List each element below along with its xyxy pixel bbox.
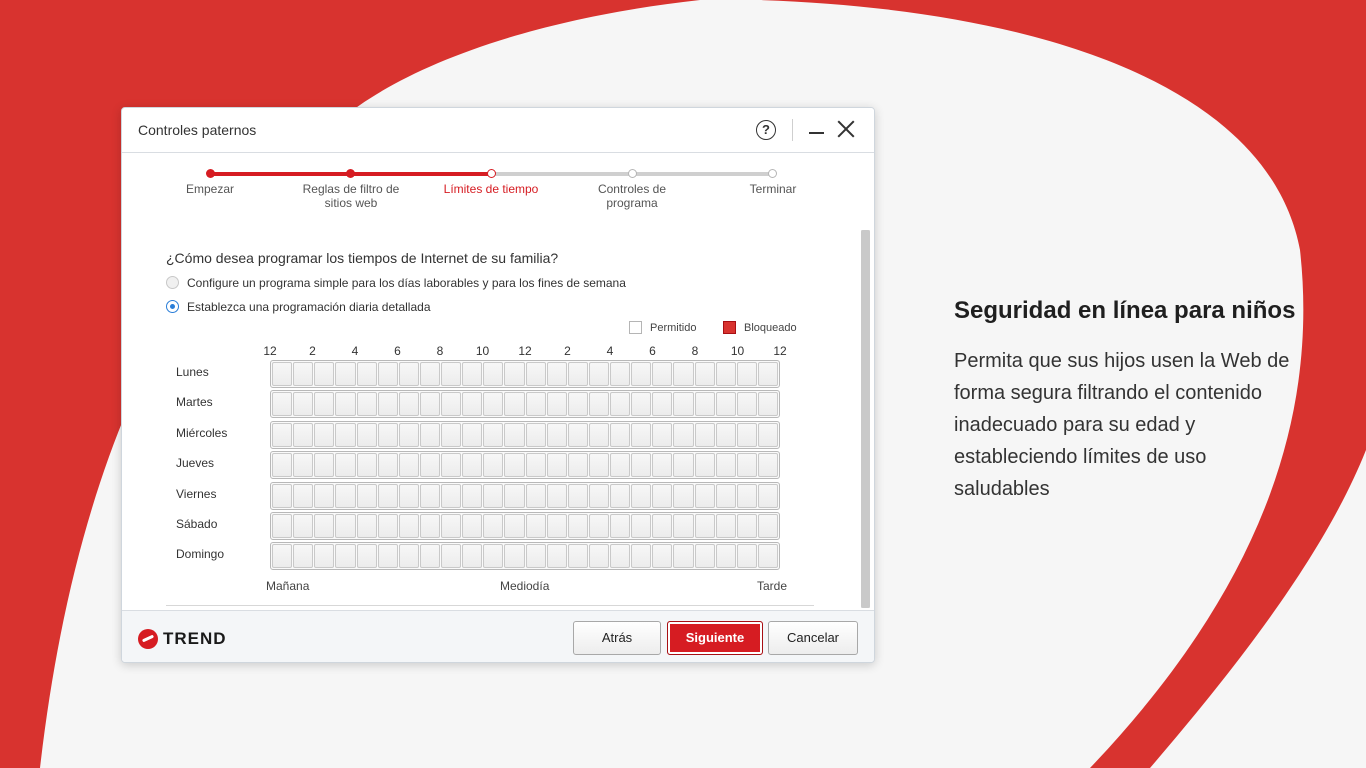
- hour-tick-label: 4: [351, 344, 359, 358]
- next-button[interactable]: Siguiente: [667, 621, 763, 655]
- time-slot-cell[interactable]: [272, 484, 292, 508]
- time-slot-cell[interactable]: [610, 544, 630, 568]
- time-slot-cell[interactable]: [652, 514, 672, 538]
- time-slot-cell[interactable]: [673, 362, 693, 386]
- time-slot-cell[interactable]: [483, 544, 503, 568]
- legend-blocked-swatch: [723, 321, 736, 334]
- legend-allowed-swatch: [629, 321, 642, 334]
- back-button[interactable]: Atrás: [573, 621, 661, 655]
- time-slot-cell[interactable]: [462, 514, 482, 538]
- time-slot-cell[interactable]: [631, 514, 651, 538]
- time-slot-cell[interactable]: [272, 362, 292, 386]
- time-slot-cell[interactable]: [483, 514, 503, 538]
- time-slot-cell[interactable]: [737, 423, 757, 447]
- step-label-controles: Controles de programa: [597, 182, 667, 210]
- step-label-empezar: Empezar: [185, 182, 235, 196]
- time-slot-cell[interactable]: [652, 484, 672, 508]
- schedule-row: [270, 421, 780, 449]
- time-slot-cell[interactable]: [589, 453, 609, 477]
- time-slot-cell[interactable]: [547, 362, 567, 386]
- time-slot-cell[interactable]: [631, 392, 651, 416]
- option-simple-label: Configure un programa simple para los días laborables y para los fines de semana: [187, 276, 626, 290]
- time-slot-cell[interactable]: [441, 392, 461, 416]
- time-slot-cell[interactable]: [716, 362, 736, 386]
- time-slot-cell[interactable]: [293, 362, 313, 386]
- hour-tick-label: 12: [773, 344, 787, 358]
- time-slot-cell[interactable]: [568, 423, 588, 447]
- trend-logo-text: TREND: [163, 629, 227, 648]
- time-slot-cell[interactable]: [737, 514, 757, 538]
- time-slot-cell[interactable]: [272, 423, 292, 447]
- time-slot-cell[interactable]: [631, 423, 651, 447]
- promo-body: Permita que sus hijos usen la Web de forma segura filtrando el contenido inadecuado para su edad y estableciendo límites de uso saludables: [954, 350, 1290, 500]
- time-slot-cell[interactable]: [504, 392, 524, 416]
- time-slot-cell[interactable]: [399, 453, 419, 477]
- hour-tick-label: 10: [730, 344, 745, 358]
- option-detailed-label: Establezca una programación diaria detallada: [187, 300, 431, 314]
- time-slot-cell[interactable]: [378, 544, 398, 568]
- schedule-row: [270, 542, 780, 570]
- time-slot-cell[interactable]: [568, 484, 588, 508]
- time-slot-cell[interactable]: [695, 362, 715, 386]
- time-slot-cell[interactable]: [526, 423, 546, 447]
- time-slot-cell[interactable]: [314, 453, 334, 477]
- time-slot-cell[interactable]: [695, 392, 715, 416]
- time-slot-cell[interactable]: [441, 423, 461, 447]
- time-slot-cell[interactable]: [716, 544, 736, 568]
- time-slot-cell[interactable]: [272, 453, 292, 477]
- time-slot-cell[interactable]: [589, 484, 609, 508]
- time-slot-cell[interactable]: [504, 484, 524, 508]
- time-slot-cell[interactable]: [293, 453, 313, 477]
- day-label: Viernes: [176, 486, 217, 501]
- time-slot-cell[interactable]: [758, 484, 778, 508]
- time-slot-cell[interactable]: [716, 453, 736, 477]
- schedule-row: [270, 512, 780, 540]
- time-slot-cell[interactable]: [589, 423, 609, 447]
- time-slot-cell[interactable]: [441, 453, 461, 477]
- time-slot-cell[interactable]: [547, 544, 567, 568]
- day-label: Martes: [176, 395, 213, 410]
- time-slot-cell[interactable]: [673, 453, 693, 477]
- hour-tick-label: 12: [263, 344, 277, 358]
- time-slot-cell[interactable]: [610, 362, 630, 386]
- time-slot-cell[interactable]: [462, 423, 482, 447]
- time-slot-cell[interactable]: [695, 514, 715, 538]
- time-slot-cell[interactable]: [357, 423, 377, 447]
- time-slot-cell[interactable]: [483, 392, 503, 416]
- title-bar: [122, 108, 874, 153]
- day-label: Domingo: [176, 547, 225, 562]
- window-title: Controles paternos: [138, 122, 257, 138]
- time-slot-cell[interactable]: [272, 514, 292, 538]
- time-slot-cell[interactable]: [589, 392, 609, 416]
- time-slot-cell[interactable]: [314, 362, 334, 386]
- time-slot-cell[interactable]: [420, 392, 440, 416]
- time-slot-cell[interactable]: [293, 392, 313, 416]
- time-slot-cell[interactable]: [589, 514, 609, 538]
- time-slot-cell[interactable]: [399, 392, 419, 416]
- hour-tick-label: 10: [475, 344, 490, 358]
- time-slot-cell[interactable]: [652, 362, 672, 386]
- time-slot-cell[interactable]: [504, 362, 524, 386]
- hour-tick-label: 12: [518, 344, 532, 358]
- time-slot-cell[interactable]: [293, 514, 313, 538]
- trend-ball-icon: [138, 629, 158, 649]
- time-slot-cell[interactable]: [695, 544, 715, 568]
- time-slot-cell[interactable]: [568, 514, 588, 538]
- time-slot-cell[interactable]: [673, 423, 693, 447]
- time-slot-cell[interactable]: [441, 362, 461, 386]
- time-slot-cell[interactable]: [335, 484, 355, 508]
- time-slot-cell[interactable]: [420, 484, 440, 508]
- time-slot-cell[interactable]: [399, 514, 419, 538]
- time-slot-cell[interactable]: [504, 544, 524, 568]
- time-slot-cell[interactable]: [314, 484, 334, 508]
- day-label: Lunes: [176, 365, 209, 379]
- schedule-row: [270, 451, 780, 479]
- step-label-limites: Límites de tiempo: [443, 182, 539, 196]
- time-slot-cell[interactable]: [716, 514, 736, 538]
- time-slot-cell[interactable]: [335, 362, 355, 386]
- time-slot-cell[interactable]: [504, 423, 524, 447]
- content-divider: [166, 605, 814, 606]
- time-slot-cell[interactable]: [610, 453, 630, 477]
- time-slot-cell[interactable]: [462, 484, 482, 508]
- time-slot-cell[interactable]: [547, 392, 567, 416]
- time-slot-cell[interactable]: [695, 484, 715, 508]
- hour-tick-label: 2: [564, 344, 571, 358]
- time-slot-cell[interactable]: [716, 392, 736, 416]
- time-slot-cell[interactable]: [673, 544, 693, 568]
- promo-title: Seguridad en línea para niños: [954, 297, 1296, 324]
- time-slot-cell[interactable]: [631, 362, 651, 386]
- time-slot-cell[interactable]: [716, 423, 736, 447]
- time-slot-cell[interactable]: [420, 514, 440, 538]
- time-slot-cell[interactable]: [610, 484, 630, 508]
- time-slot-cell[interactable]: [357, 484, 377, 508]
- day-label: Miércoles: [176, 425, 228, 440]
- schedule-row: [270, 360, 780, 388]
- time-slot-cell[interactable]: [631, 544, 651, 568]
- time-slot-cell[interactable]: [589, 362, 609, 386]
- time-slot-cell[interactable]: [272, 544, 292, 568]
- time-slot-cell[interactable]: [652, 453, 672, 477]
- time-slot-cell[interactable]: [441, 484, 461, 508]
- step-dot-limites: [487, 169, 496, 178]
- option-simple-schedule[interactable]: [166, 276, 626, 290]
- step-label-terminar: Terminar: [749, 182, 797, 196]
- time-slot-cell[interactable]: [631, 453, 651, 477]
- time-slot-cell[interactable]: [758, 423, 778, 447]
- time-slot-cell[interactable]: [357, 362, 377, 386]
- time-slot-cell[interactable]: [357, 514, 377, 538]
- schedule-question: ¿Cómo desea programar los tiempos de Internet de su familia?: [166, 250, 559, 266]
- time-slot-cell[interactable]: [547, 453, 567, 477]
- time-slot-cell[interactable]: [335, 392, 355, 416]
- time-slot-cell[interactable]: [420, 362, 440, 386]
- time-slot-cell[interactable]: [483, 423, 503, 447]
- time-slot-cell[interactable]: [526, 544, 546, 568]
- time-slot-cell[interactable]: [483, 453, 503, 477]
- time-slot-cell[interactable]: [568, 453, 588, 477]
- time-slot-cell[interactable]: [526, 362, 546, 386]
- time-slot-cell[interactable]: [547, 514, 567, 538]
- time-slot-cell[interactable]: [758, 362, 778, 386]
- time-slot-cell[interactable]: [695, 423, 715, 447]
- time-slot-cell[interactable]: [462, 362, 482, 386]
- close-icon[interactable]: [837, 120, 855, 138]
- time-slot-cell[interactable]: [378, 484, 398, 508]
- time-slot-cell[interactable]: [758, 544, 778, 568]
- time-slot-cell[interactable]: [737, 392, 757, 416]
- hour-tick-label: 8: [691, 344, 699, 358]
- time-slot-cell[interactable]: [314, 544, 334, 568]
- trend-logo: [138, 628, 227, 650]
- time-slot-cell[interactable]: [462, 544, 482, 568]
- axis-morning: Mañana: [266, 579, 310, 593]
- time-slot-cell[interactable]: [399, 423, 419, 447]
- step-dot-controles: [628, 169, 637, 178]
- time-slot-cell[interactable]: [357, 544, 377, 568]
- scrollbar-thumb[interactable]: [861, 230, 870, 608]
- time-slot-cell[interactable]: [610, 392, 630, 416]
- option-detailed-schedule[interactable]: [166, 300, 431, 314]
- hour-tick-label: 8: [436, 344, 444, 358]
- time-slot-cell[interactable]: [483, 484, 503, 508]
- time-slot-cell[interactable]: [272, 392, 292, 416]
- time-slot-cell[interactable]: [737, 544, 757, 568]
- time-slot-cell[interactable]: [335, 544, 355, 568]
- time-slot-cell[interactable]: [547, 423, 567, 447]
- time-slot-cell[interactable]: [441, 544, 461, 568]
- time-slot-cell[interactable]: [335, 453, 355, 477]
- time-slot-cell[interactable]: [758, 514, 778, 538]
- time-slot-cell[interactable]: [483, 362, 503, 386]
- time-slot-cell[interactable]: [293, 484, 313, 508]
- time-slot-cell[interactable]: [526, 392, 546, 416]
- schedule-row: [270, 390, 780, 418]
- time-slot-cell[interactable]: [610, 514, 630, 538]
- step-dot-terminar: [768, 169, 777, 178]
- time-slot-cell[interactable]: [378, 392, 398, 416]
- time-slot-cell[interactable]: [314, 423, 334, 447]
- time-slot-cell[interactable]: [716, 484, 736, 508]
- time-slot-cell[interactable]: [652, 544, 672, 568]
- axis-evening: Tarde: [757, 579, 788, 593]
- time-slot-cell[interactable]: [526, 484, 546, 508]
- time-slot-cell[interactable]: [420, 453, 440, 477]
- time-slot-cell[interactable]: [547, 484, 567, 508]
- time-slot-cell[interactable]: [610, 423, 630, 447]
- time-slot-cell[interactable]: [378, 453, 398, 477]
- time-slot-cell[interactable]: [314, 514, 334, 538]
- hour-tick-label: 6: [649, 344, 656, 358]
- time-slot-cell[interactable]: [357, 453, 377, 477]
- time-slot-cell[interactable]: [568, 362, 588, 386]
- time-slot-cell[interactable]: [673, 484, 693, 508]
- time-slot-cell[interactable]: [589, 544, 609, 568]
- time-slot-cell[interactable]: [335, 423, 355, 447]
- titlebar-separator: [792, 119, 793, 141]
- day-label: Jueves: [176, 456, 215, 471]
- time-slot-cell[interactable]: [378, 362, 398, 386]
- time-slot-cell[interactable]: [462, 453, 482, 477]
- time-slot-cell[interactable]: [378, 514, 398, 538]
- radio-detailed[interactable]: [166, 300, 179, 313]
- dialog-footer: [122, 610, 874, 663]
- time-slot-cell[interactable]: [568, 544, 588, 568]
- time-slot-cell[interactable]: [631, 484, 651, 508]
- time-slot-cell[interactable]: [314, 392, 334, 416]
- time-slot-cell[interactable]: [357, 392, 377, 416]
- time-slot-cell[interactable]: [568, 392, 588, 416]
- time-slot-cell[interactable]: [420, 544, 440, 568]
- time-slot-cell[interactable]: [335, 514, 355, 538]
- legend-blocked-label: Bloqueado: [744, 322, 797, 334]
- minimize-icon[interactable]: [809, 132, 824, 134]
- hour-tick-label: 4: [606, 344, 614, 358]
- legend-allowed-label: Permitido: [650, 322, 697, 334]
- time-slot-cell[interactable]: [504, 453, 524, 477]
- time-slot-cell[interactable]: [399, 484, 419, 508]
- time-slot-cell[interactable]: [293, 423, 313, 447]
- time-slot-cell[interactable]: [462, 392, 482, 416]
- time-slot-cell[interactable]: [293, 544, 313, 568]
- time-slot-cell[interactable]: [758, 392, 778, 416]
- time-slot-cell[interactable]: [526, 514, 546, 538]
- time-slot-cell[interactable]: [737, 453, 757, 477]
- time-slot-cell[interactable]: [399, 544, 419, 568]
- hour-tick-label: 6: [394, 344, 401, 358]
- time-slot-cell[interactable]: [420, 423, 440, 447]
- time-slot-cell[interactable]: [652, 392, 672, 416]
- step-label-reglas: Reglas de filtro de sitios web: [302, 182, 400, 210]
- day-label: Sábado: [176, 517, 218, 531]
- time-slot-cell[interactable]: [737, 484, 757, 508]
- time-slot-cell[interactable]: [758, 453, 778, 477]
- time-slot-cell[interactable]: [673, 392, 693, 416]
- time-slot-cell[interactable]: [441, 514, 461, 538]
- hour-tick-label: 2: [309, 344, 316, 358]
- time-slot-cell[interactable]: [399, 362, 419, 386]
- step-dot-empezar: [206, 169, 215, 178]
- help-icon[interactable]: ?: [756, 120, 776, 140]
- radio-simple[interactable]: [166, 276, 179, 289]
- step-dot-reglas: [346, 169, 355, 178]
- time-slot-cell[interactable]: [526, 453, 546, 477]
- time-slot-cell[interactable]: [673, 514, 693, 538]
- time-slot-cell[interactable]: [695, 453, 715, 477]
- parental-controls-dialog: [121, 107, 875, 663]
- time-slot-cell[interactable]: [737, 362, 757, 386]
- cancel-button[interactable]: Cancelar: [768, 621, 858, 655]
- time-slot-cell[interactable]: [504, 514, 524, 538]
- time-slot-cell[interactable]: [378, 423, 398, 447]
- axis-noon: Mediodía: [500, 579, 550, 593]
- schedule-row: [270, 482, 780, 510]
- time-slot-cell[interactable]: [652, 423, 672, 447]
